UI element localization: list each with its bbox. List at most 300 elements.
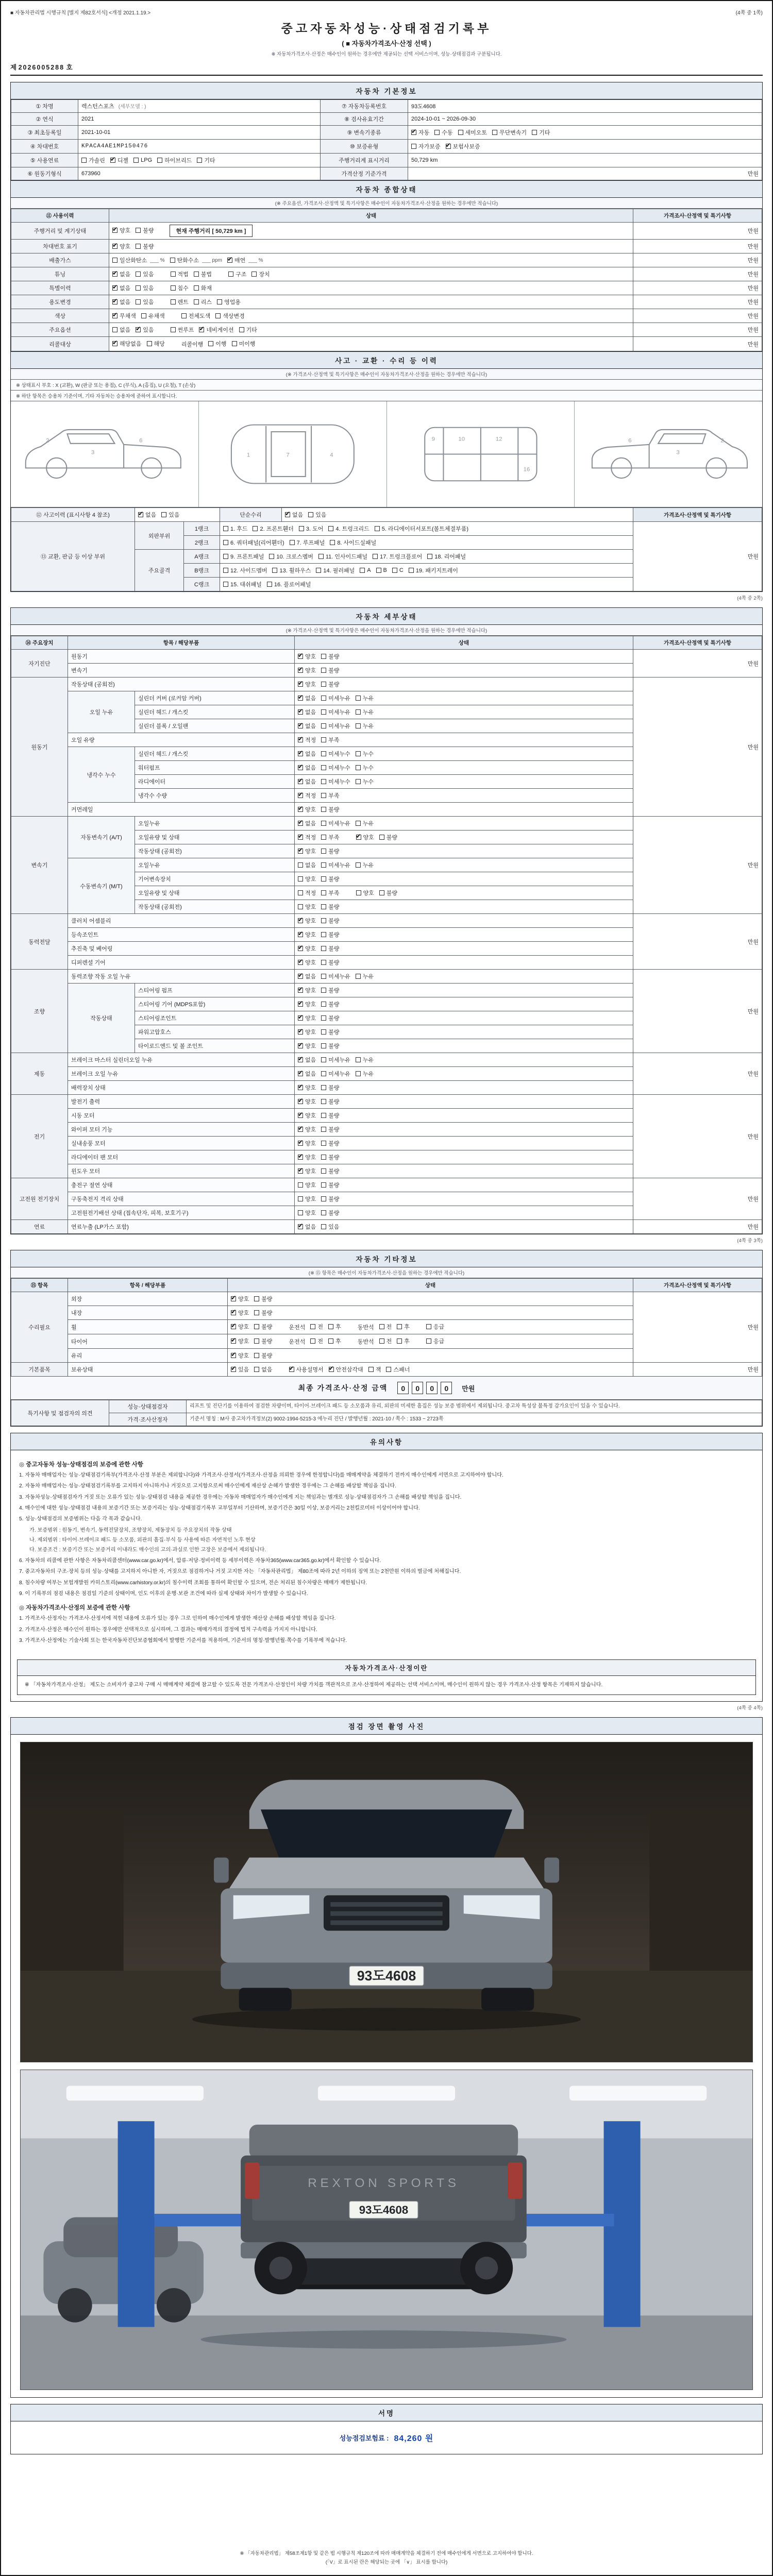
- checkbox-option[interactable]: [267, 580, 311, 588]
- checkbox-option[interactable]: [321, 889, 339, 897]
- checkbox[interactable]: [321, 1043, 326, 1048]
- checkbox-option[interactable]: [321, 652, 339, 660]
- checkbox[interactable]: [298, 1085, 303, 1090]
- checkbox[interactable]: [356, 890, 361, 895]
- checkbox[interactable]: [298, 682, 303, 687]
- checkbox[interactable]: [321, 793, 326, 798]
- checkbox[interactable]: [112, 258, 117, 263]
- checkbox[interactable]: [321, 821, 326, 826]
- checkbox[interactable]: [446, 144, 451, 149]
- checkbox-option[interactable]: [223, 580, 262, 588]
- checkbox-option[interactable]: [112, 312, 136, 320]
- checkbox-option[interactable]: [298, 1000, 316, 1008]
- checkbox[interactable]: [329, 1367, 334, 1372]
- checkbox-option[interactable]: [321, 1070, 350, 1078]
- checkbox[interactable]: [298, 1210, 303, 1215]
- checkbox-option[interactable]: [170, 256, 222, 264]
- checkbox-option[interactable]: [321, 819, 350, 827]
- checkbox-option[interactable]: [208, 340, 226, 348]
- checkbox[interactable]: [321, 890, 326, 895]
- checkbox[interactable]: [321, 723, 326, 728]
- checkbox[interactable]: [321, 1015, 326, 1021]
- checkbox-option[interactable]: [321, 1000, 339, 1008]
- checkbox-option[interactable]: [356, 972, 374, 980]
- checkbox-option[interactable]: [321, 986, 339, 994]
- checkbox[interactable]: [356, 1057, 361, 1062]
- checkbox-option[interactable]: [321, 847, 339, 855]
- checkbox[interactable]: [194, 272, 199, 277]
- checkbox[interactable]: [223, 540, 228, 545]
- checkbox[interactable]: [112, 299, 117, 304]
- checkbox[interactable]: [231, 1353, 236, 1358]
- checkbox[interactable]: [356, 779, 361, 784]
- checkbox[interactable]: [321, 862, 326, 868]
- checkbox-option[interactable]: [231, 1351, 249, 1360]
- checkbox[interactable]: [298, 696, 303, 701]
- checkbox-option[interactable]: [231, 1365, 249, 1374]
- checkbox[interactable]: [376, 568, 381, 573]
- checkbox[interactable]: [330, 540, 335, 545]
- checkbox-option[interactable]: [298, 1111, 316, 1120]
- checkbox-option[interactable]: [321, 1028, 339, 1036]
- checkbox-option[interactable]: [298, 889, 316, 897]
- checkbox-option[interactable]: [110, 156, 128, 164]
- checkbox-option[interactable]: [298, 1125, 316, 1133]
- checkbox[interactable]: [298, 709, 303, 715]
- checkbox[interactable]: [321, 946, 326, 951]
- checkbox-option[interactable]: [298, 652, 316, 660]
- checkbox[interactable]: [298, 751, 303, 756]
- checkbox-option[interactable]: [321, 903, 339, 911]
- checkbox-option[interactable]: [171, 326, 194, 334]
- checkbox-option[interactable]: [298, 861, 316, 869]
- checkbox-option[interactable]: [194, 284, 212, 292]
- checkbox-option[interactable]: [321, 805, 339, 814]
- checkbox[interactable]: [138, 512, 143, 517]
- checkbox-option[interactable]: [321, 1195, 339, 1203]
- checkbox[interactable]: [298, 1224, 303, 1229]
- checkbox-option[interactable]: [328, 1323, 341, 1331]
- checkbox[interactable]: [321, 668, 326, 673]
- checkbox-option[interactable]: [321, 666, 339, 674]
- checkbox[interactable]: [298, 1029, 303, 1035]
- checkbox-option[interactable]: [112, 298, 130, 306]
- checkbox[interactable]: [298, 1113, 303, 1118]
- checkbox-option[interactable]: [298, 1209, 316, 1217]
- checkbox-option[interactable]: [298, 666, 316, 674]
- checkbox[interactable]: [356, 751, 361, 756]
- checkbox-option[interactable]: [232, 340, 256, 348]
- checkbox[interactable]: [147, 341, 152, 346]
- checkbox-option[interactable]: [360, 567, 371, 573]
- checkbox[interactable]: [136, 327, 141, 332]
- checkbox[interactable]: [360, 568, 365, 573]
- checkbox[interactable]: [356, 835, 361, 840]
- checkbox-option[interactable]: [285, 511, 303, 519]
- checkbox-option[interactable]: [321, 1042, 339, 1050]
- checkbox[interactable]: [321, 654, 326, 659]
- checkbox-option[interactable]: [223, 552, 264, 561]
- checkbox-option[interactable]: [171, 284, 189, 292]
- checkbox[interactable]: [379, 1338, 384, 1344]
- checkbox[interactable]: [411, 130, 416, 135]
- checkbox[interactable]: [427, 554, 432, 559]
- checkbox[interactable]: [298, 960, 303, 965]
- checkbox-option[interactable]: [321, 1167, 339, 1175]
- checkbox-option[interactable]: [298, 736, 316, 744]
- checkbox[interactable]: [171, 272, 176, 277]
- checkbox[interactable]: [321, 1224, 326, 1229]
- checkbox-option[interactable]: [223, 524, 247, 533]
- checkbox-option[interactable]: [228, 270, 246, 278]
- checkbox[interactable]: [492, 130, 497, 135]
- checkbox-option[interactable]: [321, 1139, 339, 1147]
- checkbox-option[interactable]: [368, 1365, 381, 1374]
- checkbox-option[interactable]: [217, 298, 241, 306]
- checkbox-option[interactable]: [298, 1056, 316, 1064]
- checkbox-option[interactable]: [356, 764, 374, 772]
- checkbox-option[interactable]: [147, 340, 165, 348]
- checkbox[interactable]: [310, 1324, 315, 1329]
- checkbox[interactable]: [232, 341, 237, 346]
- checkbox[interactable]: [356, 862, 361, 868]
- checkbox-option[interactable]: [269, 552, 313, 561]
- checkbox-option[interactable]: [299, 524, 323, 533]
- checkbox[interactable]: [373, 554, 378, 559]
- checkbox[interactable]: [298, 1043, 303, 1048]
- checkbox-option[interactable]: [136, 270, 154, 278]
- checkbox[interactable]: [290, 540, 295, 545]
- checkbox-option[interactable]: [321, 722, 350, 730]
- checkbox-option[interactable]: [171, 270, 189, 278]
- checkbox[interactable]: [356, 1071, 361, 1076]
- checkbox[interactable]: [298, 1071, 303, 1076]
- checkbox[interactable]: [321, 709, 326, 715]
- checkbox[interactable]: [298, 668, 303, 673]
- checkbox[interactable]: [136, 244, 141, 249]
- checkbox-option[interactable]: [379, 833, 397, 841]
- checkbox[interactable]: [298, 1127, 303, 1132]
- checkbox[interactable]: [181, 313, 187, 318]
- checkbox-option[interactable]: [223, 566, 267, 574]
- checkbox[interactable]: [298, 1182, 303, 1188]
- checkbox-option[interactable]: [254, 1351, 272, 1360]
- checkbox[interactable]: [321, 1057, 326, 1062]
- checkbox-option[interactable]: [321, 917, 339, 925]
- checkbox[interactable]: [397, 1324, 402, 1329]
- checkbox[interactable]: [171, 285, 176, 291]
- checkbox[interactable]: [231, 1338, 236, 1344]
- checkbox[interactable]: [194, 299, 199, 304]
- checkbox-option[interactable]: [427, 552, 466, 561]
- checkbox[interactable]: [157, 158, 162, 163]
- checkbox[interactable]: [321, 1196, 326, 1201]
- checkbox-option[interactable]: [356, 1056, 374, 1064]
- checkbox[interactable]: [298, 904, 303, 909]
- checkbox-option[interactable]: [254, 1337, 272, 1345]
- checkbox[interactable]: [321, 835, 326, 840]
- checkbox[interactable]: [217, 299, 222, 304]
- checkbox-option[interactable]: [181, 312, 211, 320]
- checkbox-option[interactable]: [298, 680, 316, 688]
- checkbox[interactable]: [228, 272, 233, 277]
- checkbox-option[interactable]: [298, 1028, 316, 1036]
- checkbox[interactable]: [321, 988, 326, 993]
- checkbox-option[interactable]: [112, 270, 130, 278]
- checkbox[interactable]: [532, 130, 537, 135]
- checkbox-option[interactable]: [321, 875, 339, 883]
- checkbox[interactable]: [197, 158, 202, 163]
- checkbox-option[interactable]: [375, 524, 468, 533]
- checkbox[interactable]: [386, 1367, 391, 1372]
- checkbox[interactable]: [298, 918, 303, 923]
- checkbox[interactable]: [112, 244, 117, 249]
- checkbox[interactable]: [254, 1324, 259, 1329]
- checkbox-option[interactable]: [194, 270, 212, 278]
- checkbox[interactable]: [356, 821, 361, 826]
- checkbox-option[interactable]: [321, 680, 339, 688]
- checkbox[interactable]: [272, 568, 277, 573]
- checkbox[interactable]: [298, 890, 303, 895]
- checkbox-option[interactable]: [321, 958, 339, 967]
- checkbox[interactable]: [298, 1015, 303, 1021]
- checkbox-option[interactable]: [356, 1070, 374, 1078]
- checkbox-option[interactable]: [227, 256, 263, 264]
- checkbox[interactable]: [239, 327, 244, 332]
- checkbox-option[interactable]: [298, 1167, 316, 1175]
- checkbox[interactable]: [379, 1324, 384, 1329]
- checkbox[interactable]: [328, 1338, 333, 1344]
- checkbox-option[interactable]: [411, 128, 429, 137]
- checkbox-option[interactable]: [321, 750, 350, 758]
- checkbox[interactable]: [298, 793, 303, 798]
- checkbox-option[interactable]: [223, 538, 284, 547]
- checkbox-option[interactable]: [112, 284, 130, 292]
- checkbox-option[interactable]: [298, 1014, 316, 1022]
- checkbox-option[interactable]: [298, 903, 316, 911]
- checkbox[interactable]: [321, 765, 326, 770]
- checkbox[interactable]: [328, 526, 333, 531]
- checkbox[interactable]: [231, 1296, 236, 1301]
- checkbox-option[interactable]: [321, 1125, 339, 1133]
- checkbox-option[interactable]: [199, 326, 233, 334]
- checkbox-option[interactable]: [318, 552, 367, 561]
- checkbox-option[interactable]: [321, 972, 350, 980]
- checkbox[interactable]: [368, 1367, 374, 1372]
- checkbox-option[interactable]: [298, 917, 316, 925]
- checkbox[interactable]: [426, 1338, 431, 1344]
- checkbox-option[interactable]: [298, 791, 316, 800]
- checkbox-option[interactable]: [133, 157, 152, 163]
- checkbox-option[interactable]: [239, 326, 257, 334]
- checkbox-option[interactable]: [356, 819, 374, 827]
- checkbox-option[interactable]: [386, 1365, 410, 1374]
- checkbox-option[interactable]: [434, 128, 452, 137]
- checkbox[interactable]: [171, 299, 176, 304]
- checkbox-option[interactable]: [321, 944, 339, 953]
- checkbox[interactable]: [458, 130, 463, 135]
- checkbox[interactable]: [298, 1057, 303, 1062]
- checkbox-option[interactable]: [356, 833, 374, 841]
- checkbox[interactable]: [298, 1099, 303, 1104]
- checkbox[interactable]: [223, 568, 228, 573]
- checkbox[interactable]: [298, 1141, 303, 1146]
- checkbox-option[interactable]: [321, 1181, 339, 1189]
- checkbox[interactable]: [298, 1155, 303, 1160]
- checkbox-option[interactable]: [112, 340, 142, 348]
- checkbox-option[interactable]: [446, 142, 480, 150]
- checkbox[interactable]: [298, 723, 303, 728]
- checkbox[interactable]: [321, 1085, 326, 1090]
- checkbox-option[interactable]: [194, 298, 212, 306]
- checkbox-option[interactable]: [328, 524, 369, 533]
- checkbox-option[interactable]: [356, 777, 374, 786]
- checkbox[interactable]: [208, 341, 213, 346]
- checkbox-option[interactable]: [215, 312, 245, 320]
- checkbox[interactable]: [298, 862, 303, 868]
- checkbox[interactable]: [321, 779, 326, 784]
- checkbox[interactable]: [316, 568, 321, 573]
- checkbox-option[interactable]: [298, 958, 316, 967]
- checkbox-option[interactable]: [298, 1042, 316, 1050]
- checkbox-option[interactable]: [298, 750, 316, 758]
- checkbox[interactable]: [298, 779, 303, 784]
- checkbox-option[interactable]: [379, 1337, 392, 1345]
- checkbox-option[interactable]: [298, 833, 316, 841]
- checkbox[interactable]: [112, 285, 117, 291]
- checkbox[interactable]: [231, 1324, 236, 1329]
- checkbox[interactable]: [321, 696, 326, 701]
- checkbox[interactable]: [254, 1338, 259, 1344]
- checkbox[interactable]: [81, 158, 87, 163]
- checkbox-option[interactable]: [298, 777, 316, 786]
- checkbox[interactable]: [223, 554, 228, 559]
- checkbox-option[interactable]: [298, 764, 316, 772]
- checkbox-option[interactable]: [356, 722, 374, 730]
- checkbox[interactable]: [231, 1310, 236, 1315]
- checkbox-option[interactable]: [136, 242, 154, 250]
- checkbox-option[interactable]: [298, 1195, 316, 1203]
- checkbox[interactable]: [254, 1296, 259, 1301]
- checkbox[interactable]: [321, 1127, 326, 1132]
- checkbox-option[interactable]: [321, 736, 339, 744]
- checkbox[interactable]: [133, 158, 139, 163]
- checkbox-option[interactable]: [376, 567, 387, 573]
- checkbox-option[interactable]: [392, 567, 404, 573]
- checkbox[interactable]: [161, 512, 166, 517]
- checkbox-option[interactable]: [409, 566, 458, 574]
- checkbox-option[interactable]: [298, 972, 316, 980]
- checkbox-option[interactable]: [298, 805, 316, 814]
- checkbox[interactable]: [318, 554, 324, 559]
- checkbox-option[interactable]: [330, 538, 376, 547]
- checkbox[interactable]: [298, 835, 303, 840]
- checkbox-option[interactable]: [136, 284, 154, 292]
- checkbox-option[interactable]: [458, 128, 488, 137]
- checkbox-option[interactable]: [379, 889, 397, 897]
- checkbox-option[interactable]: [321, 708, 350, 716]
- checkbox-option[interactable]: [329, 1365, 363, 1374]
- checkbox[interactable]: [298, 821, 303, 826]
- checkbox[interactable]: [298, 807, 303, 812]
- checkbox-option[interactable]: [321, 930, 339, 939]
- checkbox-option[interactable]: [298, 1223, 316, 1231]
- checkbox[interactable]: [112, 228, 117, 233]
- checkbox-option[interactable]: [310, 1337, 323, 1345]
- checkbox-option[interactable]: [373, 552, 422, 561]
- checkbox-option[interactable]: [298, 1139, 316, 1147]
- checkbox[interactable]: [409, 568, 414, 573]
- checkbox-option[interactable]: [112, 226, 130, 234]
- checkbox[interactable]: [321, 1182, 326, 1188]
- checkbox[interactable]: [321, 876, 326, 882]
- checkbox[interactable]: [321, 751, 326, 756]
- checkbox[interactable]: [321, 849, 326, 854]
- checkbox-option[interactable]: [356, 889, 374, 897]
- checkbox[interactable]: [434, 130, 440, 135]
- checkbox-option[interactable]: [532, 128, 550, 137]
- checkbox-option[interactable]: [136, 298, 154, 306]
- checkbox[interactable]: [321, 1099, 326, 1104]
- checkbox-option[interactable]: [298, 986, 316, 994]
- checkbox[interactable]: [321, 1029, 326, 1035]
- checkbox[interactable]: [379, 890, 384, 895]
- checkbox[interactable]: [267, 582, 272, 587]
- checkbox[interactable]: [227, 258, 232, 263]
- checkbox[interactable]: [136, 285, 141, 291]
- checkbox[interactable]: [321, 1141, 326, 1146]
- checkbox-option[interactable]: [136, 226, 154, 234]
- checkbox-option[interactable]: [298, 722, 316, 730]
- checkbox[interactable]: [112, 313, 117, 318]
- checkbox-option[interactable]: [316, 566, 355, 574]
- checkbox-option[interactable]: [272, 566, 311, 574]
- checkbox-option[interactable]: [321, 1097, 339, 1106]
- checkbox-option[interactable]: [298, 1181, 316, 1189]
- checkbox[interactable]: [321, 1113, 326, 1118]
- checkbox[interactable]: [141, 313, 146, 318]
- checkbox[interactable]: [356, 765, 361, 770]
- checkbox[interactable]: [321, 918, 326, 923]
- checkbox-option[interactable]: [254, 1295, 272, 1303]
- checkbox[interactable]: [298, 946, 303, 951]
- checkbox[interactable]: [199, 327, 204, 332]
- checkbox[interactable]: [321, 1002, 326, 1007]
- checkbox-option[interactable]: [254, 1309, 272, 1317]
- checkbox-option[interactable]: [308, 511, 326, 519]
- checkbox-option[interactable]: [321, 764, 350, 772]
- checkbox[interactable]: [356, 709, 361, 715]
- checkbox-option[interactable]: [321, 1153, 339, 1161]
- checkbox[interactable]: [289, 1367, 294, 1372]
- checkbox-option[interactable]: [161, 511, 179, 519]
- checkbox-option[interactable]: [321, 1056, 350, 1064]
- checkbox[interactable]: [285, 512, 290, 517]
- checkbox-option[interactable]: [298, 1097, 316, 1106]
- checkbox[interactable]: [375, 526, 380, 531]
- checkbox-option[interactable]: [321, 791, 339, 800]
- checkbox[interactable]: [298, 988, 303, 993]
- checkbox-option[interactable]: [231, 1295, 249, 1303]
- checkbox[interactable]: [298, 765, 303, 770]
- checkbox-option[interactable]: [157, 156, 192, 164]
- checkbox[interactable]: [298, 1002, 303, 1007]
- checkbox[interactable]: [110, 158, 115, 163]
- checkbox[interactable]: [321, 1210, 326, 1215]
- checkbox[interactable]: [321, 682, 326, 687]
- checkbox[interactable]: [254, 1367, 259, 1372]
- checkbox[interactable]: [321, 932, 326, 937]
